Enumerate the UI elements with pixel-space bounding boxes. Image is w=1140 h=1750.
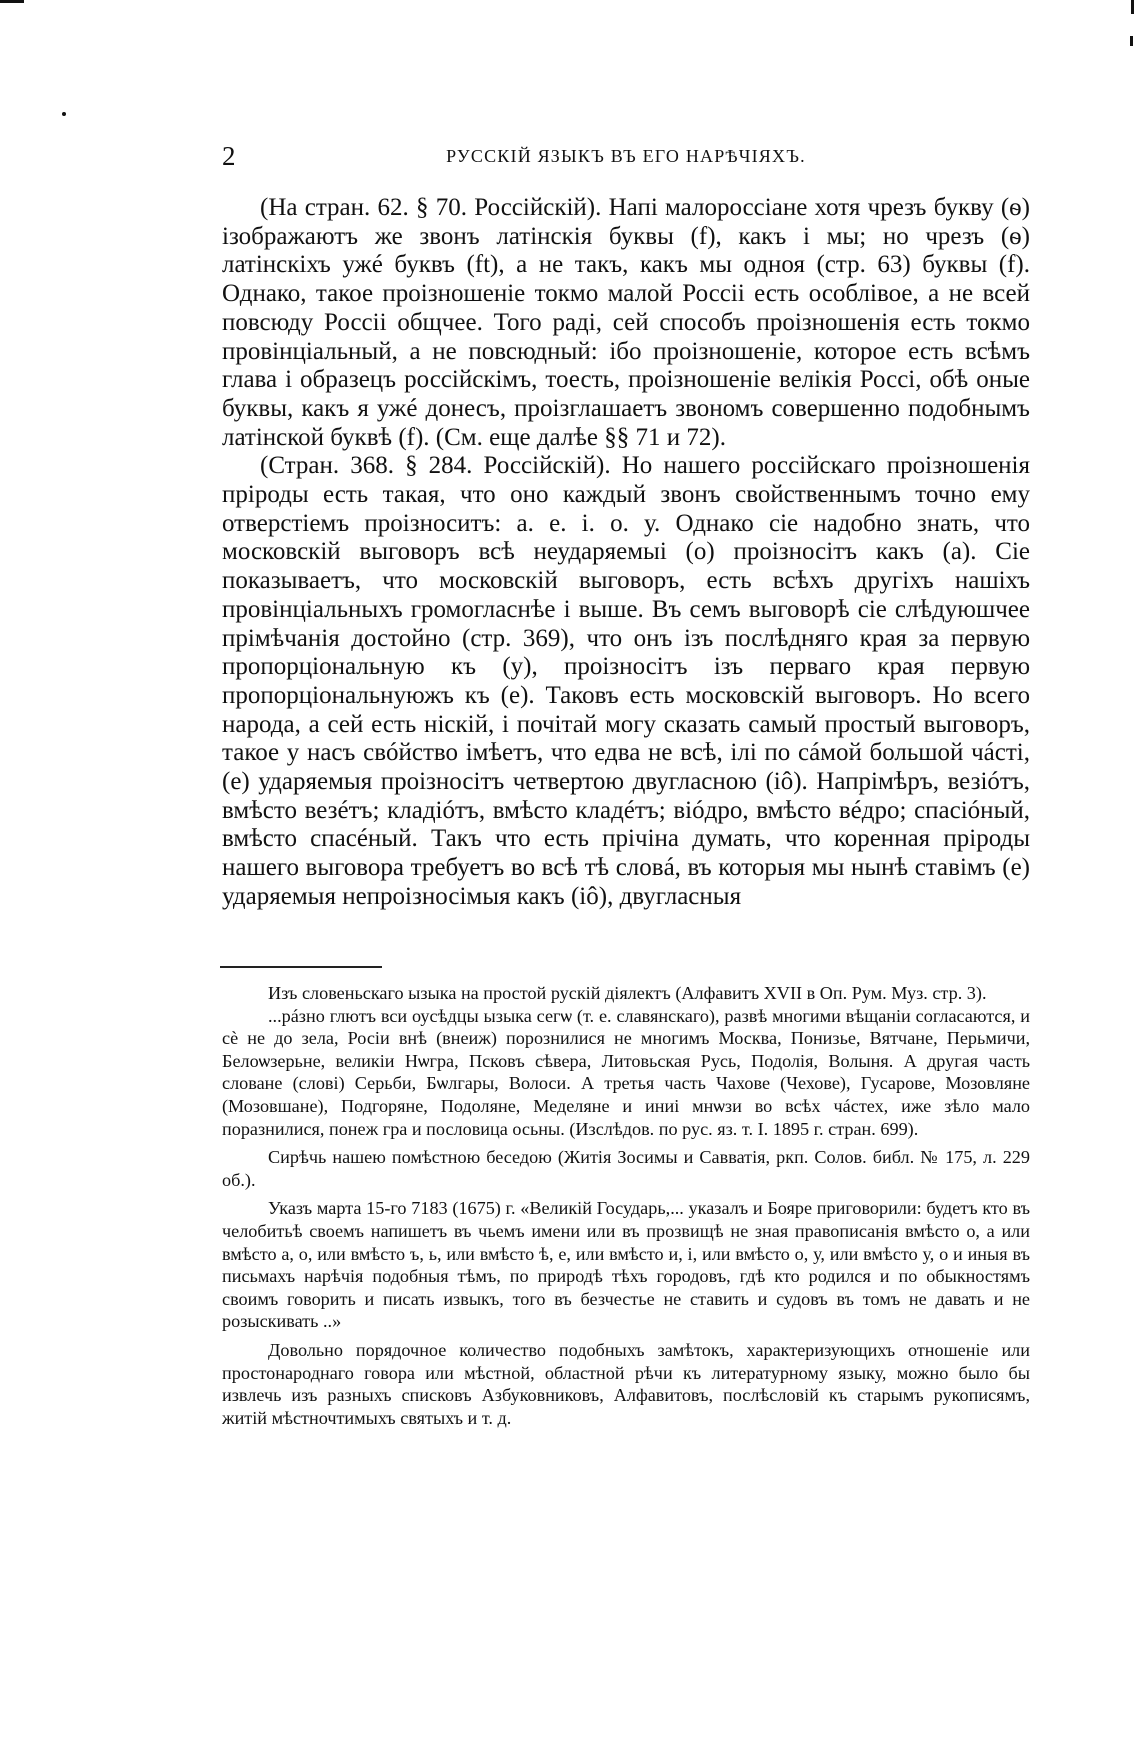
paragraph-2: (Стран. 368. § 284. Россійскій). Но нашего россійскаго проізношенія пріроды есть такая, что оно каждый звонъ свойственнымъ точно ему отверстіемъ проізноситъ: а. е. і. о. у. Однако сіе надобно знать, что московскій выговоръ всѣ неударяемыі (о) проізносітъ какъ (а). Сіе показываетъ, что московскій выговоръ, есть всѣхъ другіхъ нашіхъ провінціальныхъ громогласнѣе і выше. Въ семъ выговорѣ сіе слѣдуюшчее прімѣчанія достойно (стр. 369), что онъ ізъ послѣдняго края за первую пропорціональную къ (у), проізносітъ ізъ перваго края первую пропорціональнуюжъ къ (е). Таковъ есть московскій выговоръ. Но всего народа, а сей есть ніскій, і почітай могу сказать самый простый выговоръ, такое у насъ свóйство імѣетъ, что едва не всѣ, ілі по сáмой большой чáсті, (е) ударяемыя проізносітъ четвертою двугласною (іô). Напрімѣръ, везіóтъ, вмѣсто везéтъ; кладіóтъ, вмѣсто кладéтъ; віóдро, вмѣсто вéдро; спасіóный, вмѣсто спасéный. Такъ что есть прічіна думать, что коренная пріроды нашего выговора требуетъ во всѣ тѣ словá, въ которыя мы нынѣ ставімъ (е) ударяемыя непроізносімыя какъ (іô), двугласныя	[222, 452, 1030, 910]
page-number: 2	[222, 141, 236, 171]
footnote-3: Сирѣчь нашею помѣстною беседою (Житія Зосимы и Савватія, ркп. Солов. библ. № 175, л. 229 об.).	[222, 1147, 1030, 1190]
page-header	[222, 138, 1030, 174]
footnote-2: ...рáзно глютъ вси оусѣдцы ызыка сегѡ (т. е. славянскаго), развѣ многими вѣщаніи согласаются, и сѐ не до зела, Росіи внѣ (внеиж) порознилися не многимъ Москва, Понизье, Вятчане, Перьмичи, Белоѡзерьне, великіи Нѡгра, Псковъ сѣвера, Литовьская Русь, Подолія, Волыня. А другая часть словане (слові) Серьби, Бѡлгары, Волоси. А третья часть Чахове (Чехове), Гусарове, Мозовляне (Мозовшане), Подгоряне, Подоляне, Меделяне и иниі мнѡзи во всѣх чáстех, иже зѣло мало поразнилися, понеж гра и пословица осьны. (Изслѣдов. по рус. яз. т. I. 1895 г. стран. 699).	[222, 1005, 1030, 1139]
footnote-1: Изъ словеньскаго ызыка на простой рускій діялектъ (Алфавитъ XVII в Оп. Рум. Муз. стр. 3).	[268, 983, 987, 1003]
footnotes	[222, 982, 1030, 1429]
scan-mark-top-right	[1131, 0, 1134, 14]
scan-dot-left	[62, 112, 66, 116]
scan-dot-right	[1130, 36, 1133, 46]
main-text	[222, 194, 1030, 912]
scan-mark-top-left	[0, 0, 24, 3]
paragraph-1: (На стран. 62. § 70. Россійскій). Напі малороссіане хотя чрезъ букву (ѳ) ізображаютъ же звонъ латінскія буквы (f), какъ і мы; но чрезъ (ѳ) латінскіхъ ужé буквъ (ft), а не такъ, какъ мы одноя (стр. 63) буквы (f). Однако, такое проізношеніе токмо малой Россіі есть особлівое, а не всей повсюду Россіі общчее. Того раді, сей способъ проізношенія есть токмо провінціальный, а не повсюдный: ібо проізношеніе, которое есть всѣмъ глава і образецъ россійскімъ, тоесть, проізношеніе велікія Россі, обѣ оные буквы, какъ я ужé донесъ, проізглашаетъ звономъ совершенно подобнымъ латінской буквѣ (f). (См. еще далѣе §§ 71 и 72).	[222, 194, 1030, 451]
footnote-4: Указъ марта 15-го 7183 (1675) г. «Великій Государь,... указалъ и Бояре приговорили: будетъ кто въ челобитьѣ своемъ напишетъ въ чьемъ имени или въ прозвищѣ не зная правописанія вмѣсто о, а или вмѣсто а, о, или вмѣсто ъ, ь, или вмѣсто ѣ, е, или вмѣсто и, і, или вмѣсто о, у, или вмѣсто у, о и иныя въ письмахъ нарѣчія подобныя тѣмъ, по природѣ тѣхъ городовъ, гдѣ кто родился и по обыкностямъ своимъ говорить и писать извыкъ, того въ безчестье не ставить и судовъ въ томъ не давать и не розыскивать ..»	[222, 1198, 1030, 1332]
running-title: РУССКІЙ ЯЗЫКЪ ВЪ ЕГО НАРѢЧІЯХЪ.	[446, 146, 806, 166]
footnote-5: Довольно порядочное количество подобныхъ замѣтокъ, характеризующихъ отношеніе или простонароднаго говора или мѣстной, областной рѣчи къ литературному языку, можно было бы извлечь изъ разныхъ списковъ Азбуковниковъ, Алфавитовъ, послѣсловій къ старымъ рукописямъ, житій мѣстночтимыхъ святыхъ и т. д.	[222, 1339, 1030, 1428]
footnote-divider	[220, 966, 382, 968]
